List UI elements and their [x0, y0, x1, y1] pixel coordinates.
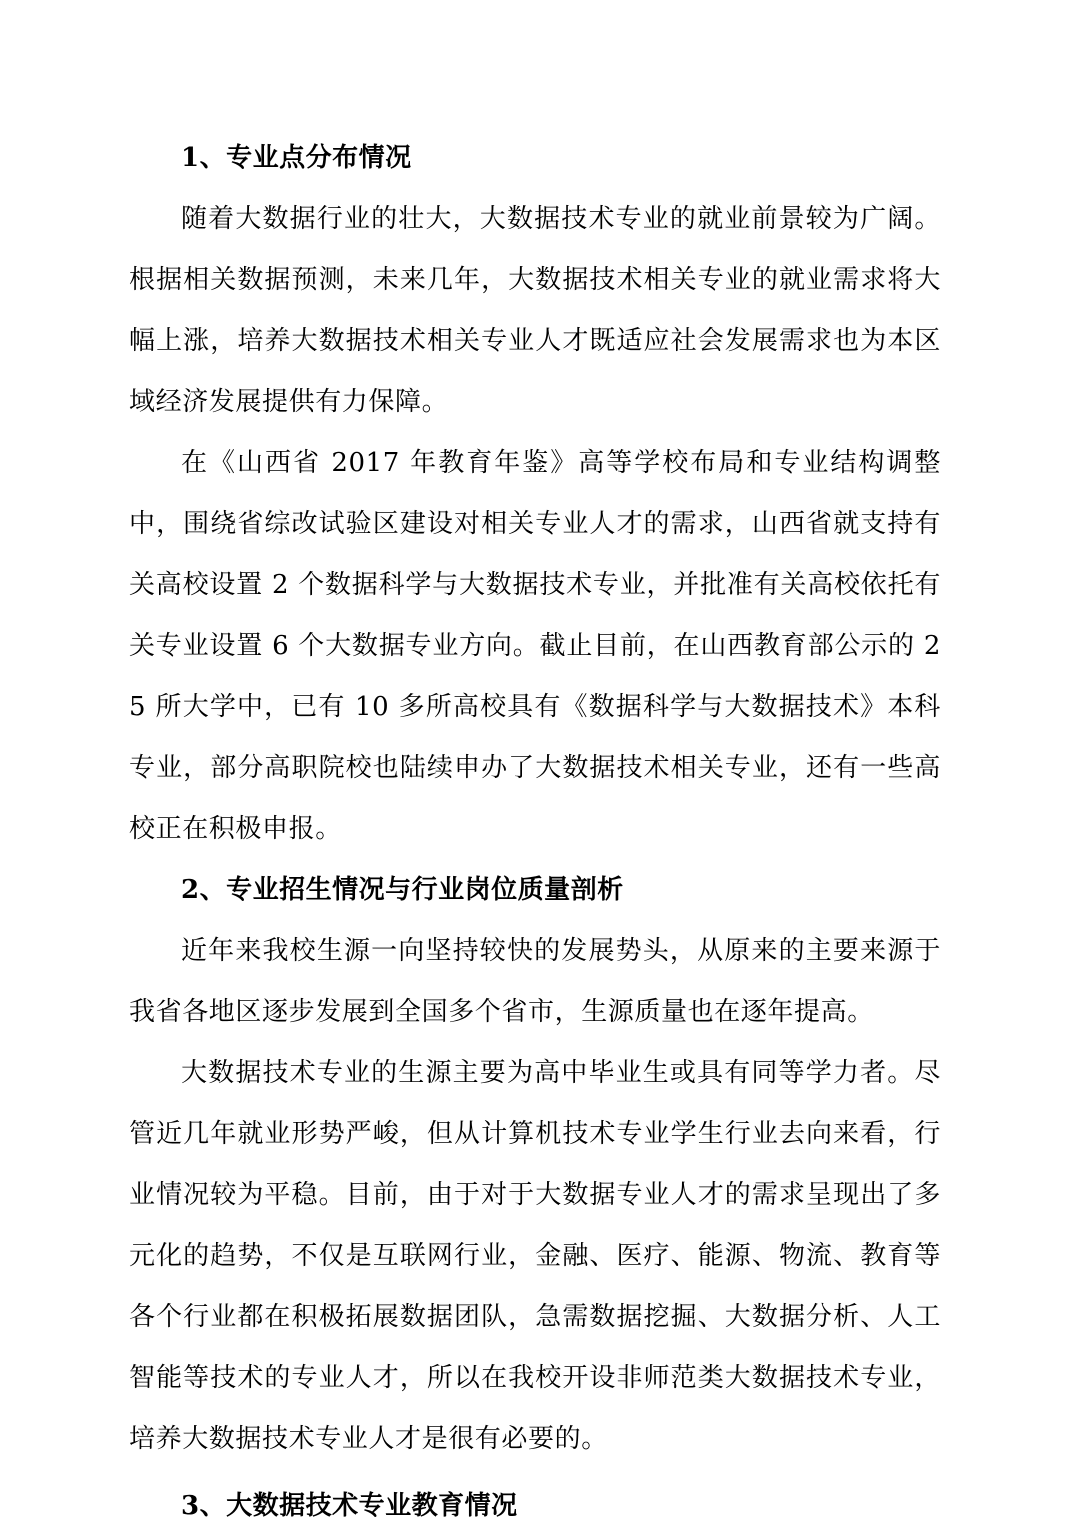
section-heading-3: 3、大数据技术专业教育情况 — [181, 1491, 518, 1521]
document-body — [129, 128, 941, 1537]
section-heading-2: 2、专业招生情况与行业岗位质量剖析 — [181, 875, 624, 905]
paragraph-1-2: 在《山西省 2017 年教育年鉴》高等学校布局和专业结构调整中，围绕省综改试验区建设对相关专业人才的需求，山西省就支持有关高校设置 2 个数据科学与大数据技术专业，并批准有关高校依托有关专业设置 6 个大数据专业方向。截止目前，在山西教育部公示的 25 所大学中，已有 10 多所高校具有《数据科学与大数据技术》本科专业，部分高职院校也陆续申办了大数据技术相关专业，还有一些高校正在积极申报。 — [129, 448, 941, 844]
paragraph-2-1: 近年来我校生源一向坚持较快的发展势头，从原来的主要来源于我省各地区逐步发展到全国多个省市，生源质量也在逐年提高。 — [129, 936, 941, 1027]
paragraph-1-1: 随着大数据行业的壮大，大数据技术专业的就业前景较为广阔。根据相关数据预测，未来几年，大数据技术相关专业的就业需求将大幅上涨，培养大数据技术相关专业人才既适应社会发展需求也为本区域经济发展提供有力保障。 — [129, 204, 941, 417]
section-heading-1: 1、专业点分布情况 — [181, 143, 412, 173]
paragraph-2-2: 大数据技术专业的生源主要为高中毕业生或具有同等学力者。尽管近几年就业形势严峻，但从计算机技术专业学生行业去向来看，行业情况较为平稳。目前，由于对于大数据专业人才的需求呈现出了多元化的趋势，不仅是互联网行业，金融、医疗、能源、物流、教育等各个行业都在积极拓展数据团队，急需数据挖掘、大数据分析、人工智能等技术的专业人才，所以在我校开设非师范类大数据技术专业，培养大数据技术专业人才是很有必要的。 — [129, 1058, 941, 1454]
